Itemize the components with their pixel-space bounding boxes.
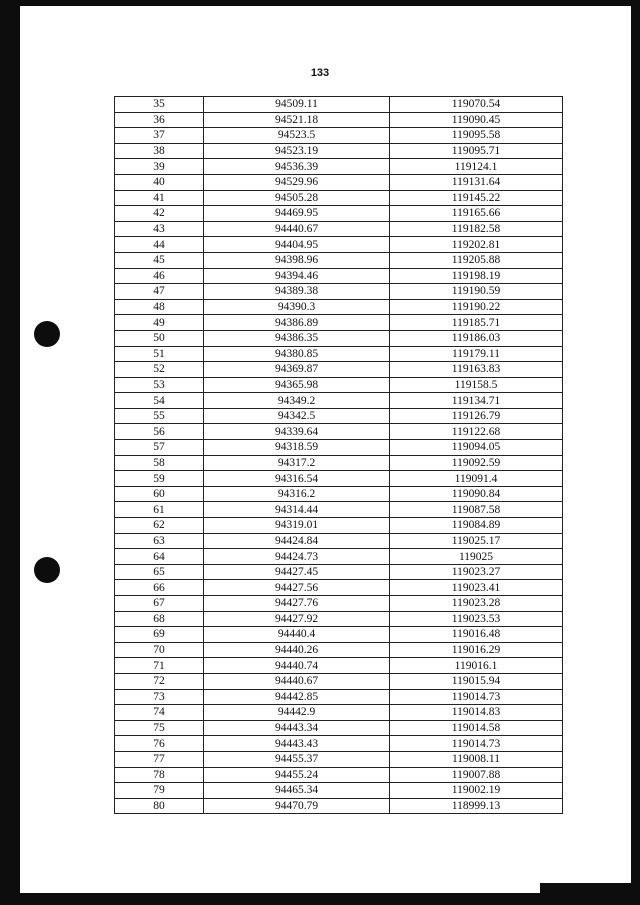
table-row (115, 174, 563, 190)
y-coordinate-cell: 119202.81 (390, 237, 563, 253)
point-number-cell: 43 (115, 221, 204, 237)
y-coordinate-cell: 119090.45 (390, 112, 563, 128)
y-coordinate-cell: 119134.71 (390, 393, 563, 409)
point-number-cell: 72 (115, 673, 204, 689)
y-coordinate-cell: 119087.58 (390, 502, 563, 518)
x-coordinate-cell: 94442.85 (204, 689, 390, 705)
y-coordinate-cell: 119014.73 (390, 689, 563, 705)
table-row (115, 518, 563, 534)
x-coordinate-cell: 94386.89 (204, 315, 390, 331)
table-row (115, 408, 563, 424)
x-coordinate-cell: 94390.3 (204, 299, 390, 315)
x-coordinate-cell: 94316.54 (204, 471, 390, 487)
x-coordinate-cell: 94440.67 (204, 673, 390, 689)
point-number-cell: 67 (115, 596, 204, 612)
y-coordinate-cell: 119158.5 (390, 377, 563, 393)
coordinate-table (114, 96, 563, 814)
x-coordinate-cell: 94398.96 (204, 252, 390, 268)
table-row (115, 767, 563, 783)
y-coordinate-cell: 119025 (390, 549, 563, 565)
point-number-cell: 50 (115, 330, 204, 346)
point-number-cell: 66 (115, 580, 204, 596)
table-row (115, 424, 563, 440)
point-number-cell: 38 (115, 143, 204, 159)
y-coordinate-cell: 119070.54 (390, 97, 563, 113)
table-row (115, 299, 563, 315)
y-coordinate-cell: 119023.53 (390, 611, 563, 627)
point-number-cell: 57 (115, 440, 204, 456)
point-number-cell: 58 (115, 455, 204, 471)
x-coordinate-cell: 94342.5 (204, 408, 390, 424)
point-number-cell: 65 (115, 564, 204, 580)
x-coordinate-cell: 94316.2 (204, 486, 390, 502)
scan-border-top (0, 0, 640, 6)
y-coordinate-cell: 119190.22 (390, 299, 563, 315)
x-coordinate-cell: 94443.34 (204, 720, 390, 736)
x-coordinate-cell: 94529.96 (204, 174, 390, 190)
scan-border-left (0, 0, 20, 905)
x-coordinate-cell: 94465.34 (204, 783, 390, 799)
y-coordinate-cell: 119131.64 (390, 174, 563, 190)
scan-border-right (631, 0, 640, 905)
table-row (115, 284, 563, 300)
y-coordinate-cell: 119190.59 (390, 284, 563, 300)
table-row (115, 689, 563, 705)
x-coordinate-cell: 94440.4 (204, 627, 390, 643)
table-row (115, 237, 563, 253)
x-coordinate-cell: 94440.67 (204, 221, 390, 237)
table-row (115, 268, 563, 284)
table-row (115, 471, 563, 487)
point-number-cell: 41 (115, 190, 204, 206)
table-row (115, 502, 563, 518)
point-number-cell: 59 (115, 471, 204, 487)
x-coordinate-cell: 94523.5 (204, 128, 390, 144)
x-coordinate-cell: 94318.59 (204, 440, 390, 456)
point-number-cell: 73 (115, 689, 204, 705)
y-coordinate-cell: 119014.58 (390, 720, 563, 736)
point-number-cell: 52 (115, 362, 204, 378)
table-row (115, 611, 563, 627)
x-coordinate-cell: 94317.2 (204, 455, 390, 471)
y-coordinate-cell: 119016.1 (390, 658, 563, 674)
point-number-cell: 53 (115, 377, 204, 393)
x-coordinate-cell: 94319.01 (204, 518, 390, 534)
table-row (115, 346, 563, 362)
point-number-cell: 75 (115, 720, 204, 736)
point-number-cell: 45 (115, 252, 204, 268)
point-number-cell: 47 (115, 284, 204, 300)
point-number-cell: 51 (115, 346, 204, 362)
y-coordinate-cell: 119124.1 (390, 159, 563, 175)
x-coordinate-cell: 94386.35 (204, 330, 390, 346)
table-row (115, 580, 563, 596)
punch-hole-upper (34, 321, 60, 347)
y-coordinate-cell: 119205.88 (390, 252, 563, 268)
table-row (115, 673, 563, 689)
point-number-cell: 42 (115, 206, 204, 222)
table-row (115, 751, 563, 767)
point-number-cell: 60 (115, 486, 204, 502)
table-row (115, 112, 563, 128)
table-row (115, 377, 563, 393)
scan-corner-shadow (540, 883, 640, 905)
table-row (115, 486, 563, 502)
table-row (115, 455, 563, 471)
point-number-cell: 80 (115, 798, 204, 814)
x-coordinate-cell: 94427.92 (204, 611, 390, 627)
table-row (115, 533, 563, 549)
point-number-cell: 71 (115, 658, 204, 674)
table-row (115, 128, 563, 144)
punch-hole-lower (34, 557, 60, 583)
point-number-cell: 79 (115, 783, 204, 799)
point-number-cell: 77 (115, 751, 204, 767)
y-coordinate-cell: 119126.79 (390, 408, 563, 424)
table-row (115, 362, 563, 378)
point-number-cell: 78 (115, 767, 204, 783)
point-number-cell: 64 (115, 549, 204, 565)
point-number-cell: 55 (115, 408, 204, 424)
x-coordinate-cell: 94427.45 (204, 564, 390, 580)
x-coordinate-cell: 94523.19 (204, 143, 390, 159)
point-number-cell: 70 (115, 642, 204, 658)
x-coordinate-cell: 94509.11 (204, 97, 390, 113)
point-number-cell: 63 (115, 533, 204, 549)
y-coordinate-cell: 119023.28 (390, 596, 563, 612)
table-row (115, 315, 563, 331)
x-coordinate-cell: 94424.84 (204, 533, 390, 549)
x-coordinate-cell: 94536.39 (204, 159, 390, 175)
y-coordinate-cell: 119186.03 (390, 330, 563, 346)
y-coordinate-cell: 119090.84 (390, 486, 563, 502)
x-coordinate-cell: 94339.64 (204, 424, 390, 440)
table-row (115, 190, 563, 206)
y-coordinate-cell: 119163.83 (390, 362, 563, 378)
y-coordinate-cell: 119025.17 (390, 533, 563, 549)
point-number-cell: 76 (115, 736, 204, 752)
point-number-cell: 61 (115, 502, 204, 518)
x-coordinate-cell: 94394.46 (204, 268, 390, 284)
x-coordinate-cell: 94369.87 (204, 362, 390, 378)
table-row (115, 252, 563, 268)
table-row (115, 143, 563, 159)
x-coordinate-cell: 94443.43 (204, 736, 390, 752)
page-number: 133 (310, 67, 330, 79)
y-coordinate-cell: 119122.68 (390, 424, 563, 440)
y-coordinate-cell: 119016.48 (390, 627, 563, 643)
y-coordinate-cell: 119095.58 (390, 128, 563, 144)
x-coordinate-cell: 94427.56 (204, 580, 390, 596)
table-row (115, 783, 563, 799)
y-coordinate-cell: 119015.94 (390, 673, 563, 689)
table-row (115, 798, 563, 814)
x-coordinate-cell: 94404.95 (204, 237, 390, 253)
x-coordinate-cell: 94505.28 (204, 190, 390, 206)
y-coordinate-cell: 119092.59 (390, 455, 563, 471)
y-coordinate-cell: 119084.89 (390, 518, 563, 534)
x-coordinate-cell: 94440.26 (204, 642, 390, 658)
x-coordinate-cell: 94389.38 (204, 284, 390, 300)
y-coordinate-cell: 118999.13 (390, 798, 563, 814)
y-coordinate-cell: 119179.11 (390, 346, 563, 362)
point-number-cell: 69 (115, 627, 204, 643)
table-row (115, 97, 563, 113)
y-coordinate-cell: 119091.4 (390, 471, 563, 487)
table-row (115, 627, 563, 643)
point-number-cell: 68 (115, 611, 204, 627)
y-coordinate-cell: 119014.73 (390, 736, 563, 752)
table-row (115, 549, 563, 565)
x-coordinate-cell: 94469.95 (204, 206, 390, 222)
y-coordinate-cell: 119095.71 (390, 143, 563, 159)
table-row (115, 206, 563, 222)
y-coordinate-cell: 119023.27 (390, 564, 563, 580)
point-number-cell: 35 (115, 97, 204, 113)
point-number-cell: 36 (115, 112, 204, 128)
table-row (115, 221, 563, 237)
y-coordinate-cell: 119094.05 (390, 440, 563, 456)
y-coordinate-cell: 119008.11 (390, 751, 563, 767)
point-number-cell: 39 (115, 159, 204, 175)
table-row (115, 720, 563, 736)
y-coordinate-cell: 119023.41 (390, 580, 563, 596)
table-row (115, 658, 563, 674)
x-coordinate-cell: 94440.74 (204, 658, 390, 674)
table-row (115, 564, 563, 580)
y-coordinate-cell: 119002.19 (390, 783, 563, 799)
x-coordinate-cell: 94442.9 (204, 705, 390, 721)
x-coordinate-cell: 94365.98 (204, 377, 390, 393)
y-coordinate-cell: 119014.83 (390, 705, 563, 721)
point-number-cell: 62 (115, 518, 204, 534)
y-coordinate-cell: 119145.22 (390, 190, 563, 206)
point-number-cell: 37 (115, 128, 204, 144)
table-row (115, 705, 563, 721)
table-body (115, 97, 563, 814)
point-number-cell: 49 (115, 315, 204, 331)
x-coordinate-cell: 94455.24 (204, 767, 390, 783)
x-coordinate-cell: 94427.76 (204, 596, 390, 612)
y-coordinate-cell: 119007.88 (390, 767, 563, 783)
y-coordinate-cell: 119165.66 (390, 206, 563, 222)
table-row (115, 596, 563, 612)
point-number-cell: 46 (115, 268, 204, 284)
x-coordinate-cell: 94380.85 (204, 346, 390, 362)
table-row (115, 330, 563, 346)
point-number-cell: 74 (115, 705, 204, 721)
y-coordinate-cell: 119185.71 (390, 315, 563, 331)
point-number-cell: 44 (115, 237, 204, 253)
table-row (115, 159, 563, 175)
x-coordinate-cell: 94521.18 (204, 112, 390, 128)
y-coordinate-cell: 119016.29 (390, 642, 563, 658)
x-coordinate-cell: 94349.2 (204, 393, 390, 409)
point-number-cell: 54 (115, 393, 204, 409)
point-number-cell: 56 (115, 424, 204, 440)
x-coordinate-cell: 94424.73 (204, 549, 390, 565)
table-row (115, 440, 563, 456)
y-coordinate-cell: 119182.58 (390, 221, 563, 237)
table-row (115, 393, 563, 409)
x-coordinate-cell: 94314.44 (204, 502, 390, 518)
x-coordinate-cell: 94455.37 (204, 751, 390, 767)
x-coordinate-cell: 94470.79 (204, 798, 390, 814)
y-coordinate-cell: 119198.19 (390, 268, 563, 284)
table-row (115, 736, 563, 752)
table-row (115, 642, 563, 658)
point-number-cell: 48 (115, 299, 204, 315)
point-number-cell: 40 (115, 174, 204, 190)
